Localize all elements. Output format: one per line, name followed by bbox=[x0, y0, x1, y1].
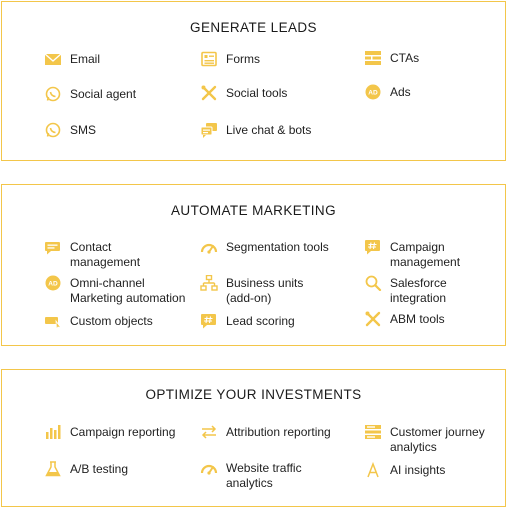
feature-label: AI insights bbox=[390, 463, 446, 477]
feature-label: Custom objects bbox=[70, 314, 153, 328]
magnifier-icon bbox=[364, 275, 382, 291]
feature-label: Website traffic analytics bbox=[226, 461, 302, 490]
chat-bubbles-icon bbox=[200, 122, 218, 138]
svg-text:AD: AD bbox=[48, 280, 58, 288]
feature-ai-insights bbox=[364, 463, 445, 478]
feature-label: Social tools bbox=[226, 86, 288, 100]
feature-label: Campaign reporting bbox=[70, 425, 176, 439]
whatsapp-icon bbox=[44, 86, 62, 102]
feature-forms bbox=[200, 52, 260, 67]
feature-label: A/B testing bbox=[70, 462, 129, 476]
ad-badge-icon bbox=[364, 84, 382, 100]
feature-label: SMS bbox=[70, 123, 97, 137]
envelope-icon bbox=[44, 51, 62, 67]
feature-live-chat bbox=[200, 123, 311, 138]
feature-business-units bbox=[200, 276, 303, 305]
feature-segmentation-tools bbox=[200, 240, 329, 255]
cta-icon bbox=[364, 50, 382, 66]
feature-email bbox=[44, 52, 100, 67]
feature-ads bbox=[364, 85, 411, 100]
feature-abm-tools bbox=[364, 312, 445, 327]
feature-label: Live chat & bots bbox=[226, 123, 312, 137]
section-optimize-investments bbox=[1, 369, 506, 507]
gauge-icon bbox=[200, 460, 218, 476]
feature-label: CTAs bbox=[390, 51, 420, 65]
ad-badge-icon bbox=[44, 275, 62, 291]
feature-label: Attribution reporting bbox=[226, 425, 331, 439]
feature-label: Email bbox=[70, 52, 101, 66]
cursor-box-icon bbox=[44, 313, 62, 329]
hashtag-bubble-icon bbox=[200, 313, 218, 329]
feature-label: Customer journey analytics bbox=[390, 425, 485, 454]
feature-label: Ads bbox=[390, 85, 411, 99]
feature-sms bbox=[44, 123, 96, 138]
feature-website-traffic bbox=[200, 461, 302, 490]
svg-text:AD: AD bbox=[368, 89, 378, 97]
tools-icon bbox=[200, 85, 218, 101]
feature-lead-scoring bbox=[200, 314, 295, 329]
feature-social-tools bbox=[200, 86, 287, 101]
feature-omni-channel bbox=[44, 276, 185, 305]
feature-campaign-reporting bbox=[44, 425, 175, 440]
section-title: AUTOMATE MARKETING bbox=[171, 203, 336, 218]
feature-salesforce-integration bbox=[364, 276, 447, 305]
whatsapp-icon bbox=[44, 122, 62, 138]
flask-icon bbox=[44, 461, 62, 477]
feature-label: Lead scoring bbox=[226, 314, 295, 328]
feature-label: Omni-channel Marketing automation bbox=[70, 276, 186, 305]
hashtag-bubble-icon bbox=[364, 239, 382, 255]
feature-contact-management bbox=[44, 240, 140, 269]
feature-label: Salesforce integration bbox=[390, 276, 447, 305]
feature-custom-objects bbox=[44, 314, 153, 329]
gauge-icon bbox=[200, 239, 218, 255]
section-title: OPTIMIZE YOUR INVESTMENTS bbox=[145, 387, 362, 402]
feature-label: Segmentation tools bbox=[226, 240, 329, 254]
bar-chart-icon bbox=[44, 424, 62, 440]
feature-label: Contact management bbox=[70, 240, 141, 269]
tools-icon bbox=[364, 311, 382, 327]
feature-ctas bbox=[364, 51, 419, 66]
feature-customer-journey bbox=[364, 425, 485, 454]
org-chart-icon bbox=[200, 275, 218, 291]
ai-icon bbox=[364, 462, 382, 478]
journey-icon bbox=[364, 424, 382, 440]
feature-attribution-reporting bbox=[200, 425, 331, 440]
contact-chat-icon bbox=[44, 239, 62, 255]
section-title: GENERATE LEADS bbox=[190, 20, 317, 35]
feature-label: Forms bbox=[226, 52, 260, 66]
feature-label: Campaign management bbox=[390, 240, 461, 269]
section-generate-leads bbox=[1, 1, 506, 161]
section-automate-marketing bbox=[1, 184, 506, 346]
feature-ab-testing bbox=[44, 462, 128, 477]
swap-arrows-icon bbox=[200, 424, 218, 440]
feature-label: ABM tools bbox=[390, 312, 445, 326]
form-icon bbox=[200, 51, 218, 67]
feature-label: Business units (add-on) bbox=[226, 276, 304, 305]
feature-label: Social agent bbox=[70, 87, 137, 101]
feature-social-agent bbox=[44, 87, 136, 102]
feature-campaign-management bbox=[364, 240, 460, 269]
